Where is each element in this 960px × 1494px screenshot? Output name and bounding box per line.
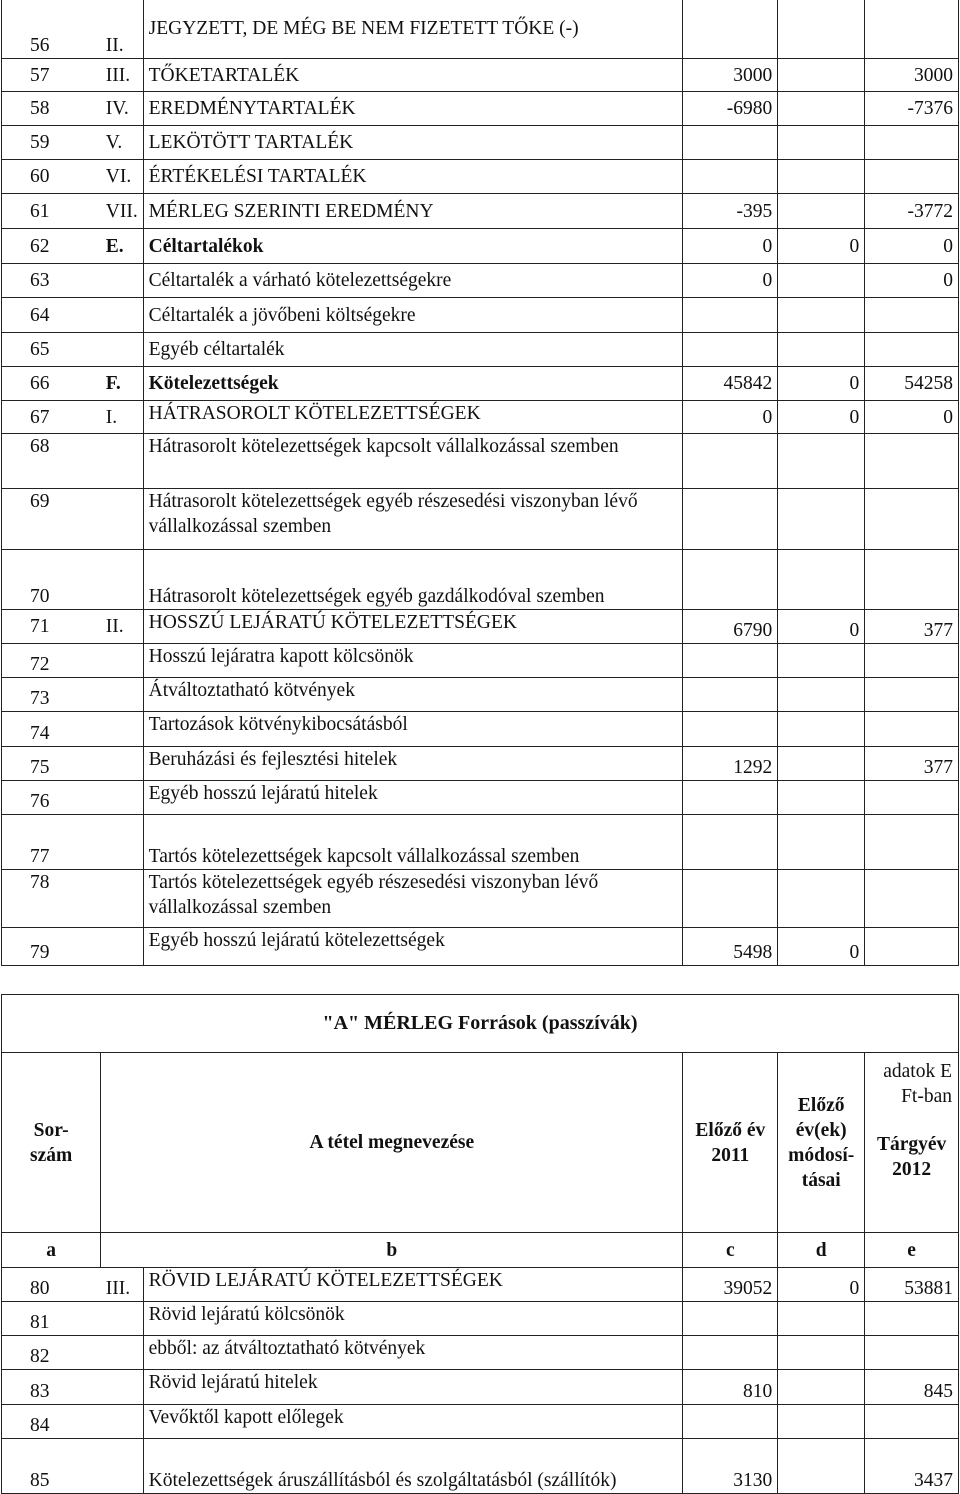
row-roman: [101, 333, 143, 367]
value-prev-year: [683, 1405, 778, 1439]
row-number: 82: [2, 1336, 101, 1370]
row-name: LEKÖTÖTT TARTALÉK: [143, 126, 683, 160]
header-name: A tétel megnevezése: [101, 1053, 683, 1233]
row-roman: III.: [101, 1268, 143, 1302]
value-prev-year: [683, 815, 778, 870]
value-current-year: [865, 644, 959, 678]
row-roman: I.: [101, 401, 143, 434]
value-current-year: 53881: [865, 1268, 959, 1302]
row-roman: V.: [101, 126, 143, 160]
value-prev-year: -395: [683, 194, 778, 229]
value-current-year: 3437: [865, 1439, 959, 1494]
row-name: Rövid lejáratú hitelek: [143, 1370, 683, 1405]
value-current-year: 377: [865, 610, 959, 644]
row-roman: F.: [101, 367, 143, 401]
value-current-year: [865, 550, 959, 610]
row-name: Egyéb céltartalék: [143, 333, 683, 367]
table-row: [2, 264, 959, 298]
value-current-year: [865, 298, 959, 333]
value-prev-year: [683, 298, 778, 333]
header-modification: Előző év(ek) módosí-tásai: [778, 1053, 865, 1233]
value-prev-year: 1292: [683, 747, 778, 781]
value-current-year: 0: [865, 264, 959, 298]
row-number: 76: [2, 781, 101, 815]
value-prev-year: -6980: [683, 92, 778, 126]
value-prev-year: [683, 333, 778, 367]
value-modification: [778, 1336, 865, 1370]
row-roman: [101, 712, 143, 747]
value-prev-year: 0: [683, 264, 778, 298]
value-modification: [778, 434, 865, 489]
value-modification: [778, 712, 865, 747]
value-prev-year: [683, 678, 778, 712]
value-prev-year: [683, 644, 778, 678]
value-current-year: [865, 781, 959, 815]
row-number: 61: [2, 194, 101, 229]
value-prev-year: 810: [683, 1370, 778, 1405]
value-current-year: [865, 489, 959, 550]
table-row: [2, 229, 959, 264]
row-roman: [101, 489, 143, 550]
table-row: [2, 434, 959, 489]
value-modification: [778, 160, 865, 194]
row-roman: [101, 747, 143, 781]
col-letter-d: d: [778, 1233, 865, 1268]
table-row: [2, 0, 959, 59]
row-roman: E.: [101, 229, 143, 264]
value-prev-year: [683, 1302, 778, 1336]
table-row: [2, 1336, 959, 1370]
row-name: Átváltoztatható kötvények: [143, 678, 683, 712]
table-row: [2, 1370, 959, 1405]
table-row: [2, 92, 959, 126]
value-current-year: 3000: [865, 59, 959, 92]
value-prev-year: [683, 870, 778, 928]
value-modification: [778, 550, 865, 610]
row-name: Céltartalék a várható kötelezettségekre: [143, 264, 683, 298]
value-current-year: [865, 928, 959, 966]
balance-table-upper: [1, 0, 959, 966]
value-current-year: [865, 1336, 959, 1370]
row-name: Hátrasorolt kötelezettségek egyéb részesedési viszonyban lévő vállalkozással szemben: [143, 489, 683, 550]
row-number: 83: [2, 1370, 101, 1405]
value-prev-year: 0: [683, 229, 778, 264]
value-prev-year: [683, 1336, 778, 1370]
row-number: 67: [2, 401, 101, 434]
value-current-year: [865, 1405, 959, 1439]
value-prev-year: 5498: [683, 928, 778, 966]
row-roman: [101, 870, 143, 928]
value-current-year: 0: [865, 401, 959, 434]
value-prev-year: [683, 550, 778, 610]
col-letter-e: e: [865, 1233, 959, 1268]
row-name: Egyéb hosszú lejáratú hitelek: [143, 781, 683, 815]
row-roman: II.: [101, 0, 143, 59]
table-row: [2, 870, 959, 928]
row-roman: IV.: [101, 92, 143, 126]
value-prev-year: [683, 126, 778, 160]
row-number: 60: [2, 160, 101, 194]
table-row: [2, 194, 959, 229]
value-prev-year: [683, 489, 778, 550]
table-row: [2, 644, 959, 678]
row-roman: [101, 1405, 143, 1439]
value-current-year: 845: [865, 1370, 959, 1405]
table-row: [2, 401, 959, 434]
value-modification: [778, 264, 865, 298]
value-current-year: 377: [865, 747, 959, 781]
row-number: 77: [2, 815, 101, 870]
value-current-year: [865, 434, 959, 489]
value-current-year: [865, 160, 959, 194]
row-number: 78: [2, 870, 101, 928]
row-name: ebből: az átváltoztatható kötvények: [143, 1336, 683, 1370]
row-roman: [101, 1302, 143, 1336]
table-row: [2, 489, 959, 550]
row-name: TŐKETARTALÉK: [143, 59, 683, 92]
table-row: [2, 1405, 959, 1439]
row-name: Céltartalékok: [143, 229, 683, 264]
row-number: 75: [2, 747, 101, 781]
row-name: Vevőktől kapott előlegek: [143, 1405, 683, 1439]
value-modification: [778, 333, 865, 367]
row-number: 64: [2, 298, 101, 333]
value-current-year: [865, 0, 959, 59]
balance-table-lower: [1, 994, 959, 1494]
table-row: [2, 367, 959, 401]
col-letter-a: a: [2, 1233, 101, 1268]
value-current-year: -3772: [865, 194, 959, 229]
table-row: [2, 815, 959, 870]
unit-note: adatok E Ft-ban: [883, 1061, 952, 1107]
value-modification: [778, 870, 865, 928]
value-modification: 0: [778, 928, 865, 966]
table-row: [2, 160, 959, 194]
table-row: [2, 928, 959, 966]
table-row: [2, 1268, 959, 1302]
row-roman: [101, 928, 143, 966]
section-title: "A" MÉRLEG Források (passzívák): [2, 995, 959, 1053]
row-number: 58: [2, 92, 101, 126]
row-number: 59: [2, 126, 101, 160]
value-modification: 0: [778, 401, 865, 434]
row-number: 65: [2, 333, 101, 367]
row-number: 69: [2, 489, 101, 550]
value-prev-year: [683, 0, 778, 59]
table-row: [2, 712, 959, 747]
col-letter-b: b: [101, 1233, 683, 1268]
row-roman: [101, 1370, 143, 1405]
row-roman: [101, 1336, 143, 1370]
row-name: HÁTRASOROLT KÖTELEZETTSÉGEK: [143, 401, 683, 434]
row-number: 74: [2, 712, 101, 747]
value-current-year: 0: [865, 229, 959, 264]
row-roman: [101, 1439, 143, 1494]
value-modification: [778, 1370, 865, 1405]
header-row: [2, 1053, 959, 1233]
row-number: 71: [2, 610, 101, 644]
table-row: [2, 298, 959, 333]
row-roman: [101, 781, 143, 815]
row-name: Rövid lejáratú kölcsönök: [143, 1302, 683, 1336]
row-name: Tartós kötelezettségek kapcsolt vállalkozással szemben: [143, 815, 683, 870]
value-modification: [778, 1405, 865, 1439]
row-number: 70: [2, 550, 101, 610]
table-row: [2, 126, 959, 160]
column-letters-row: [2, 1233, 959, 1268]
row-number: 62: [2, 229, 101, 264]
table-row: [2, 1302, 959, 1336]
value-prev-year: 3000: [683, 59, 778, 92]
value-current-year: [865, 678, 959, 712]
row-name: Beruházási és fejlesztési hitelek: [143, 747, 683, 781]
table-row: [2, 747, 959, 781]
value-prev-year: 6790: [683, 610, 778, 644]
value-current-year: 54258: [865, 367, 959, 401]
row-number: 85: [2, 1439, 101, 1494]
row-name: Céltartalék a jövőbeni költségekre: [143, 298, 683, 333]
row-number: 72: [2, 644, 101, 678]
value-modification: [778, 644, 865, 678]
row-roman: [101, 644, 143, 678]
row-number: 84: [2, 1405, 101, 1439]
row-number: 66: [2, 367, 101, 401]
value-modification: [778, 678, 865, 712]
row-number: 73: [2, 678, 101, 712]
value-modification: [778, 194, 865, 229]
row-number: 80: [2, 1268, 101, 1302]
value-current-year: [865, 815, 959, 870]
header-prev-year: Előző év 2011: [683, 1053, 778, 1233]
value-modification: [778, 298, 865, 333]
value-current-year: [865, 712, 959, 747]
value-modification: [778, 0, 865, 59]
row-name: Tartozások kötvénykibocsátásból: [143, 712, 683, 747]
table-row: [2, 333, 959, 367]
row-roman: [101, 678, 143, 712]
row-number: 81: [2, 1302, 101, 1336]
value-modification: [778, 92, 865, 126]
row-name: Kötelezettségek áruszállításból és szolgáltatásból (szállítók): [143, 1439, 683, 1494]
row-name: Tartós kötelezettségek egyéb részesedési viszonyban lévő vállalkozással szemben: [143, 870, 683, 928]
row-name: JEGYZETT, DE MÉG BE NEM FIZETETT TŐKE (-): [143, 0, 683, 59]
table-row: [2, 781, 959, 815]
value-prev-year: [683, 160, 778, 194]
row-roman: VI.: [101, 160, 143, 194]
value-modification: [778, 126, 865, 160]
value-modification: 0: [778, 229, 865, 264]
value-modification: [778, 489, 865, 550]
value-modification: 0: [778, 610, 865, 644]
row-name: Egyéb hosszú lejáratú kötelezettségek: [143, 928, 683, 966]
value-current-year: [865, 126, 959, 160]
row-number: 68: [2, 434, 101, 489]
row-roman: III.: [101, 59, 143, 92]
header-current-year-label: Tárgyév 2012: [876, 1133, 947, 1180]
row-name: Hátrasorolt kötelezettségek egyéb gazdálkodóval szemben: [143, 550, 683, 610]
value-current-year: [865, 333, 959, 367]
value-prev-year: [683, 434, 778, 489]
value-prev-year: 0: [683, 401, 778, 434]
value-modification: [778, 1302, 865, 1336]
value-modification: 0: [778, 367, 865, 401]
header-sorszam: Sor-szám: [2, 1053, 101, 1233]
table-row: [2, 678, 959, 712]
row-name: HOSSZÚ LEJÁRATÚ KÖTELEZETTSÉGEK: [143, 610, 683, 644]
row-number: 63: [2, 264, 101, 298]
value-modification: 0: [778, 1268, 865, 1302]
table-row: [2, 610, 959, 644]
row-name: RÖVID LEJÁRATÚ KÖTELEZETTSÉGEK: [143, 1268, 683, 1302]
value-prev-year: 39052: [683, 1268, 778, 1302]
table-row: [2, 1439, 959, 1494]
row-name: Kötelezettségek: [143, 367, 683, 401]
value-modification: [778, 815, 865, 870]
row-roman: [101, 815, 143, 870]
row-name: ÉRTÉKELÉSI TARTALÉK: [143, 160, 683, 194]
row-name: MÉRLEG SZERINTI EREDMÉNY: [143, 194, 683, 229]
row-name: EREDMÉNYTARTALÉK: [143, 92, 683, 126]
value-prev-year: [683, 781, 778, 815]
row-name: Hosszú lejáratra kapott kölcsönök: [143, 644, 683, 678]
value-prev-year: 3130: [683, 1439, 778, 1494]
table-row: [2, 550, 959, 610]
row-number: 56: [2, 0, 101, 59]
row-roman: [101, 264, 143, 298]
row-number: 57: [2, 59, 101, 92]
row-name: Hátrasorolt kötelezettségek kapcsolt vállalkozással szemben: [143, 434, 683, 489]
value-current-year: -7376: [865, 92, 959, 126]
row-number: 79: [2, 928, 101, 966]
value-current-year: [865, 870, 959, 928]
row-roman: VII.: [101, 194, 143, 229]
value-modification: [778, 781, 865, 815]
row-roman: II.: [101, 610, 143, 644]
row-roman: [101, 434, 143, 489]
value-modification: [778, 59, 865, 92]
value-current-year: [865, 1302, 959, 1336]
header-current-year: [865, 1053, 959, 1233]
col-letter-c: c: [683, 1233, 778, 1268]
table-row: [2, 59, 959, 92]
row-roman: [101, 550, 143, 610]
value-modification: [778, 747, 865, 781]
value-prev-year: [683, 712, 778, 747]
row-roman: [101, 298, 143, 333]
value-prev-year: 45842: [683, 367, 778, 401]
value-modification: [778, 1439, 865, 1494]
